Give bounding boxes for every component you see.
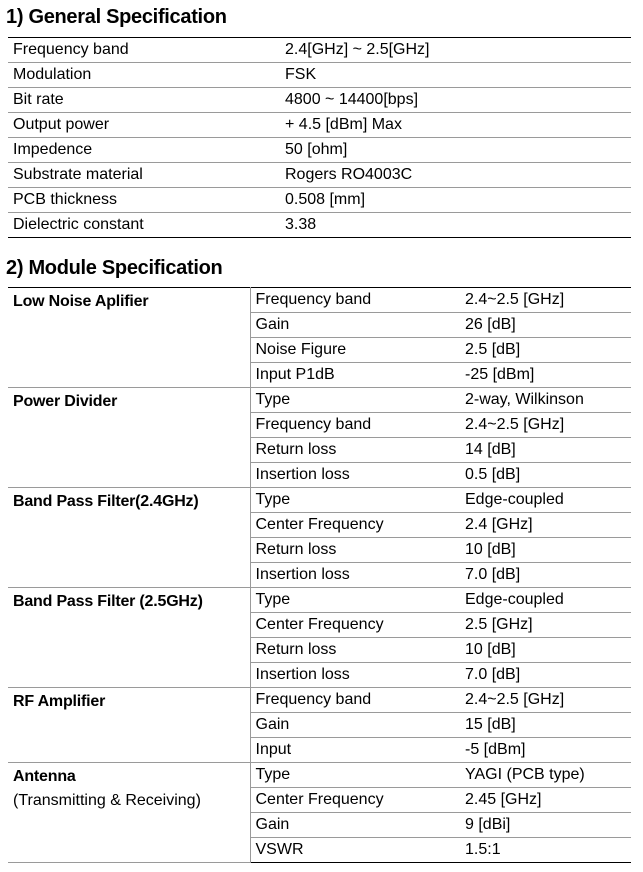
module-parameter: Type bbox=[250, 763, 460, 788]
module-value: 2-way, Wilkinson bbox=[460, 388, 631, 413]
spec-value: 0.508 [mm] bbox=[280, 188, 631, 213]
table-row bbox=[8, 588, 631, 613]
module-value: 2.45 [GHz] bbox=[460, 788, 631, 813]
module-parameter: Type bbox=[250, 388, 460, 413]
module-parameter: Return loss bbox=[250, 538, 460, 563]
module-value: 7.0 [dB] bbox=[460, 563, 631, 588]
table-row bbox=[8, 388, 631, 413]
module-value: 0.5 [dB] bbox=[460, 463, 631, 488]
table-row bbox=[8, 188, 631, 213]
module-value: 2.5 [GHz] bbox=[460, 613, 631, 638]
module-parameter: Gain bbox=[250, 713, 460, 738]
module-name: RF Amplifier bbox=[13, 693, 106, 710]
module-value: -25 [dBm] bbox=[460, 363, 631, 388]
module-cell bbox=[8, 488, 250, 588]
table-row bbox=[8, 38, 631, 63]
module-value: 1.5:1 bbox=[465, 841, 501, 858]
module-cell bbox=[8, 688, 250, 763]
module-value: 2.4 [GHz] bbox=[460, 513, 631, 538]
table-row bbox=[8, 763, 631, 788]
module-value: 2.4~2.5 [GHz] bbox=[460, 688, 631, 713]
module-parameter: Insertion loss bbox=[250, 563, 460, 588]
table-row bbox=[8, 113, 631, 138]
module-parameter: Center Frequency bbox=[250, 613, 460, 638]
module-value: 9 [dBi] bbox=[460, 813, 631, 838]
module-value: 15 [dB] bbox=[460, 713, 631, 738]
table-row bbox=[8, 163, 631, 188]
module-value: Edge-coupled bbox=[460, 588, 631, 613]
module-parameter: Input P1dB bbox=[250, 363, 460, 388]
module-name: Band Pass Filter(2.4GHz) bbox=[13, 493, 199, 510]
module-subtitle: (Transmitting & Receiving) bbox=[13, 792, 201, 809]
table-row bbox=[8, 488, 631, 513]
module-parameter: Return loss bbox=[250, 438, 460, 463]
module-parameter: Gain bbox=[250, 313, 460, 338]
module-value: 10 [dB] bbox=[460, 538, 631, 563]
table-row bbox=[8, 688, 631, 713]
table-row bbox=[8, 213, 631, 238]
module-value: 2.5 [dB] bbox=[460, 338, 631, 363]
module-cell bbox=[8, 388, 250, 488]
module-cell bbox=[8, 588, 250, 688]
spec-value: Rogers RO4003C bbox=[280, 163, 631, 188]
spec-parameter: Substrate material bbox=[8, 163, 280, 188]
module-parameter: Type bbox=[250, 588, 460, 613]
module-value: 7.0 [dB] bbox=[460, 663, 631, 688]
spec-parameter: PCB thickness bbox=[8, 188, 280, 213]
module-parameter: Type bbox=[250, 488, 460, 513]
module-name: Low Noise Aplifier bbox=[13, 293, 149, 310]
module-value: 26 [dB] bbox=[460, 313, 631, 338]
spec-value: + 4.5 [dBm] Max bbox=[280, 113, 631, 138]
module-name: Antenna bbox=[13, 768, 76, 785]
module-specification-table bbox=[8, 287, 631, 863]
spec-parameter: Modulation bbox=[8, 63, 280, 88]
spec-parameter: Output power bbox=[8, 113, 280, 138]
spec-parameter: Frequency band bbox=[8, 38, 280, 63]
module-parameter: Frequency band bbox=[250, 413, 460, 438]
module-parameter: Insertion loss bbox=[250, 463, 460, 488]
module-value: 10 [dB] bbox=[460, 638, 631, 663]
module-value: -5 [dBm] bbox=[460, 738, 631, 763]
table-row bbox=[8, 288, 631, 313]
module-value: Edge-coupled bbox=[460, 488, 631, 513]
module-name: Band Pass Filter (2.5GHz) bbox=[13, 593, 203, 610]
module-cell bbox=[8, 288, 250, 388]
general-specification-title: 1) General Specification bbox=[6, 6, 227, 28]
spec-value: 50 [ohm] bbox=[280, 138, 631, 163]
spec-value: FSK bbox=[280, 63, 631, 88]
module-parameter: Insertion loss bbox=[250, 663, 460, 688]
table-row bbox=[8, 88, 631, 113]
module-value: 14 [dB] bbox=[460, 438, 631, 463]
spec-parameter: Impedence bbox=[8, 138, 280, 163]
module-parameter: Frequency band bbox=[250, 288, 460, 313]
table-row bbox=[8, 63, 631, 88]
spec-parameter: Dielectric constant bbox=[13, 216, 144, 233]
module-name: Power Divider bbox=[13, 393, 118, 410]
general-specification-table bbox=[8, 37, 631, 238]
module-parameter: Center Frequency bbox=[250, 788, 460, 813]
table-row bbox=[8, 138, 631, 163]
module-parameter: VSWR bbox=[255, 841, 304, 858]
module-parameter: Gain bbox=[250, 813, 460, 838]
spec-value: 4800 ~ 14400[bps] bbox=[280, 88, 631, 113]
module-parameter: Center Frequency bbox=[250, 513, 460, 538]
spec-value: 2.4[GHz] ~ 2.5[GHz] bbox=[280, 38, 631, 63]
module-value: YAGI (PCB type) bbox=[460, 763, 631, 788]
spec-value: 3.38 bbox=[285, 216, 317, 233]
module-parameter: Input bbox=[250, 738, 460, 763]
spec-parameter: Bit rate bbox=[8, 88, 280, 113]
module-specification-title: 2) Module Specification bbox=[6, 257, 223, 279]
module-parameter: Frequency band bbox=[250, 688, 460, 713]
module-value: 2.4~2.5 [GHz] bbox=[460, 288, 631, 313]
module-parameter: Return loss bbox=[250, 638, 460, 663]
module-value: 2.4~2.5 [GHz] bbox=[460, 413, 631, 438]
module-parameter: Noise Figure bbox=[250, 338, 460, 363]
module-cell bbox=[8, 763, 250, 863]
